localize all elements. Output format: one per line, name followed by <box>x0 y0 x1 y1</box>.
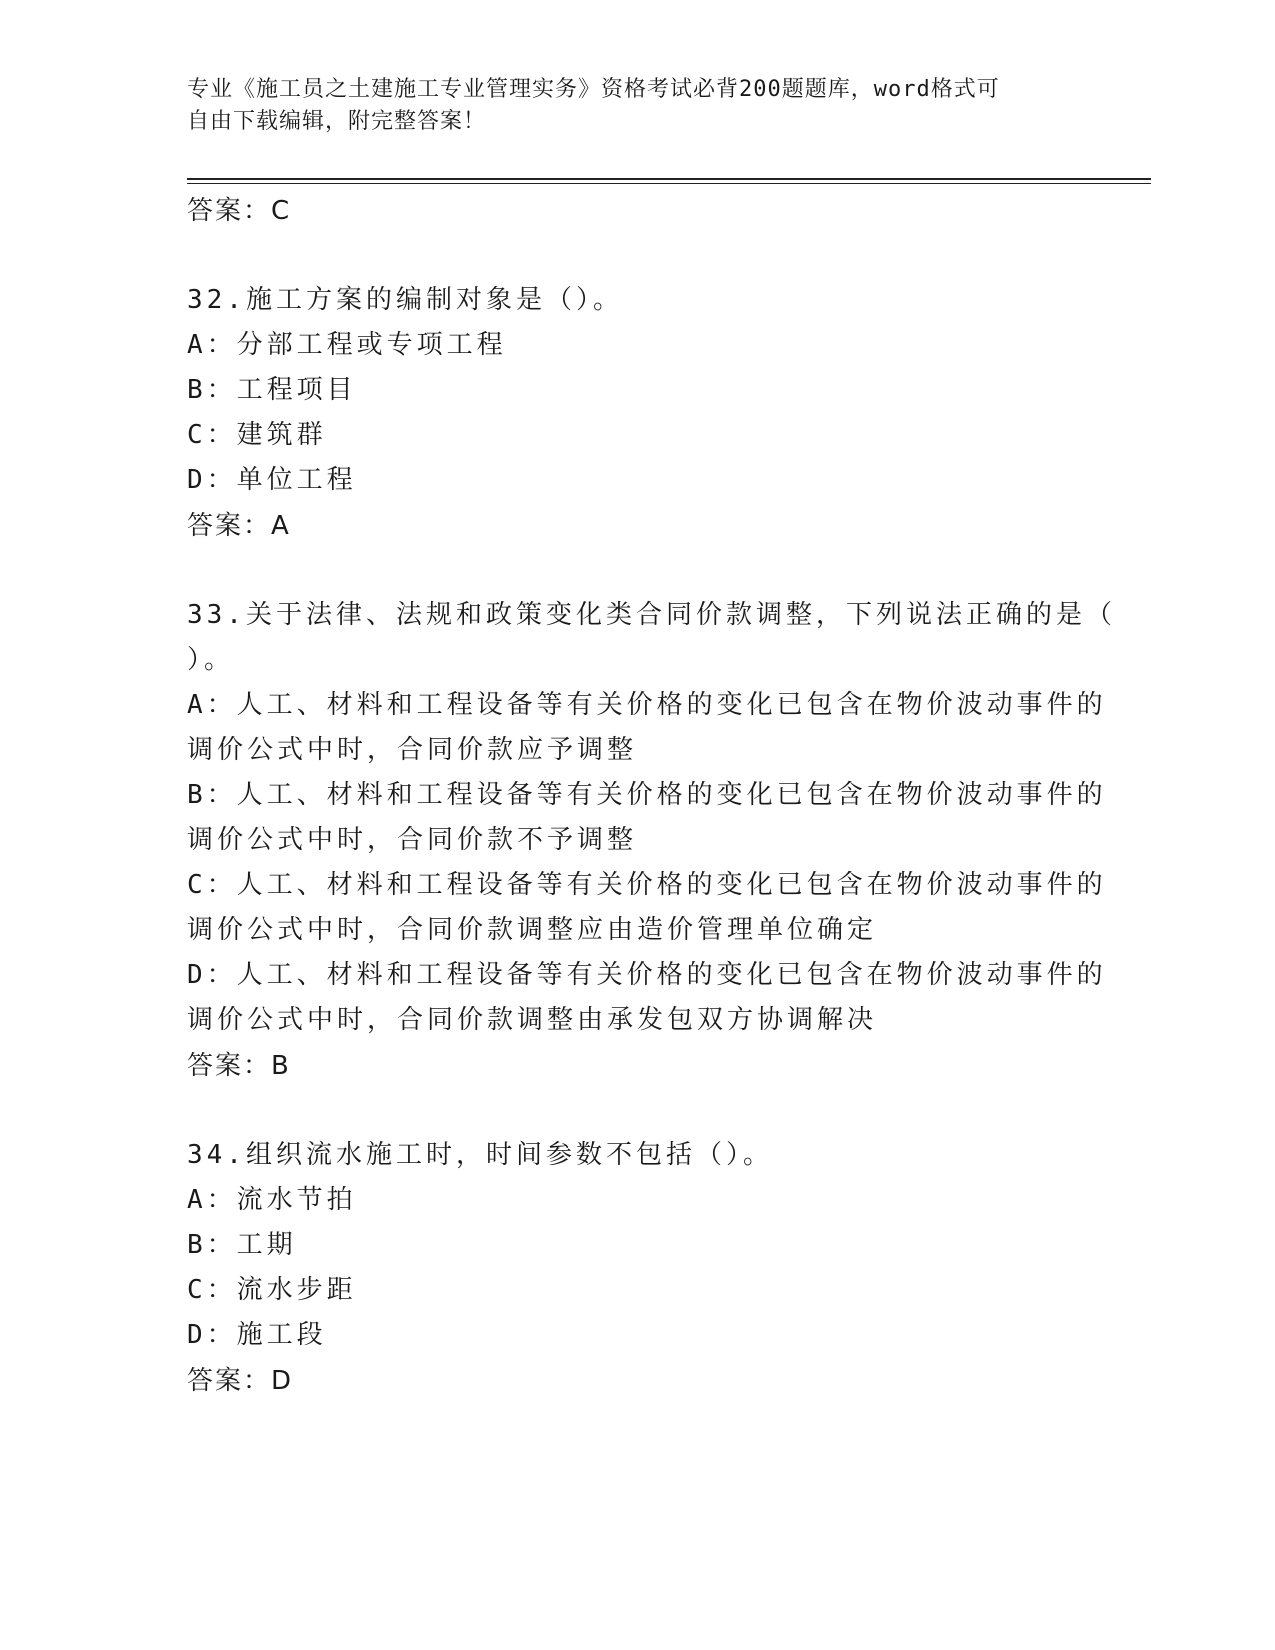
previous-answer-block <box>187 188 1087 234</box>
header-line-2: 自由下载编辑，附完整答案！ <box>187 109 487 134</box>
document-header <box>187 74 1067 138</box>
option-c-line-1: C：人工、材料和工程设备等有关价格的变化已包含在物价波动事件的 <box>187 870 1107 900</box>
question-stem-line-2: ）。 <box>187 645 235 675</box>
option-c-line-2: 调价公式中时，合同价款调整应由造价管理单位确定 <box>187 915 878 945</box>
answer: 答案：A <box>187 511 291 541</box>
header-line-1: 专业《施工员之土建施工专业管理实务》资格考试必背200题题库，word格式可 <box>187 77 1000 102</box>
option-c: C：流水步距 <box>187 1275 357 1305</box>
question-stem-line-1: 33.关于法律、法规和政策变化类合同价款调整，下列说法正确的是（ <box>187 600 1116 630</box>
option-d-line-2: 调价公式中时，合同价款调整由承发包双方协调解决 <box>187 1005 878 1035</box>
answer: 答案：D <box>187 1366 294 1396</box>
question-stem: 34.组织流水施工时，时间参数不包括（）。 <box>187 1140 773 1170</box>
question-33 <box>187 593 1116 1089</box>
option-b: B：工程项目 <box>187 375 357 405</box>
option-d: D：单位工程 <box>187 465 357 495</box>
option-b: B：工期 <box>187 1230 297 1260</box>
option-c: C：建筑群 <box>187 420 327 450</box>
answer: 答案：B <box>187 1051 291 1081</box>
option-b-line-2: 调价公式中时，合同价款不予调整 <box>187 825 638 855</box>
option-a: A：分部工程或专项工程 <box>187 330 507 360</box>
header-rule-thick <box>187 178 1151 180</box>
option-b-line-1: B：人工、材料和工程设备等有关价格的变化已包含在物价波动事件的 <box>187 780 1107 810</box>
option-d-line-1: D：人工、材料和工程设备等有关价格的变化已包含在物价波动事件的 <box>187 960 1107 990</box>
question-stem: 32.施工方案的编制对象是（）。 <box>187 285 623 315</box>
option-a: A：流水节拍 <box>187 1185 357 1215</box>
option-d: D：施工段 <box>187 1320 327 1350</box>
question-34 <box>187 1133 1087 1404</box>
question-content <box>187 188 1116 1448</box>
option-a-line-1: A：人工、材料和工程设备等有关价格的变化已包含在物价波动事件的 <box>187 690 1107 720</box>
header-rule-thin <box>187 183 1151 184</box>
option-a-line-2: 调价公式中时，合同价款应予调整 <box>187 735 638 765</box>
question-32 <box>187 278 1087 549</box>
previous-answer: 答案：C <box>187 196 292 226</box>
